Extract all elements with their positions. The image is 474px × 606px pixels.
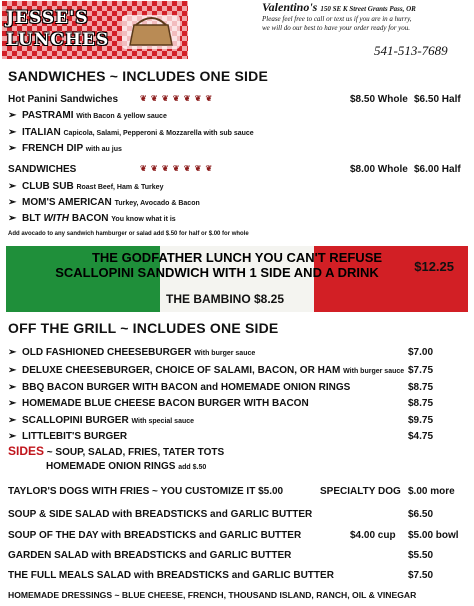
sides-extra: HOMEMADE ONION RINGS (46, 461, 176, 472)
sides-list: ~ SOUP, SALAD, FRIES, TATER TOTS (46, 447, 225, 458)
panini-label: Hot Panini Sandwiches (8, 94, 119, 105)
arrow-icon: ➢ (8, 127, 17, 138)
item-desc: With burger sauce (343, 368, 405, 375)
item-desc: With burger sauce (194, 350, 256, 357)
other-item (8, 486, 466, 497)
item-price: $5.50 (408, 550, 434, 561)
sides-label: SIDES (8, 444, 45, 458)
logo-text: JESSE'S LUNCHES (6, 8, 110, 50)
panini-whole-price: $8.50 Whole (350, 94, 408, 105)
restaurant-info (262, 0, 474, 58)
panini-half-price: $6.50 Half (414, 94, 461, 105)
item-mid: $4.00 cup (350, 530, 396, 541)
sandwiches-label: SANDWICHES (8, 164, 77, 175)
decor-icon: ❦ ❦ ❦ ❦ ❦ ❦ ❦ (140, 164, 214, 173)
item-price: $4.75 (408, 431, 434, 442)
arrow-icon: ➢ (8, 431, 17, 442)
sides-extra-note: add $.50 (178, 464, 207, 471)
phone-number: 541-513-7689 (374, 43, 448, 58)
item-price: $5.00 bowl (408, 530, 459, 541)
item-name: SOUP OF THE DAY with BREADSTICKS and GARLIC BUTTER (8, 530, 302, 541)
arrow-icon: ➢ (8, 415, 17, 426)
sides-extra-row (46, 461, 466, 472)
arrow-icon: ➢ (8, 213, 17, 224)
bambino-offer: THE BAMBINO $8.25 (166, 292, 285, 306)
avocado-note: Add avocado to any sandwich hamburger or salad add $.50 for half or $.00 for whole (8, 231, 249, 237)
item-name: HOMEMADE DRESSINGS ~ BLUE CHEESE, FRENCH, THOUSAND ISLAND, RANCH, OIL & VINEGAR (8, 590, 417, 600)
menu-item (8, 181, 466, 192)
item-price: $6.50 (408, 509, 434, 520)
special-banner (6, 246, 468, 312)
item-desc: With special sauce (131, 418, 195, 425)
item-price: $7.00 (408, 347, 434, 358)
other-item (8, 570, 466, 581)
item-price: $8.75 (408, 382, 434, 393)
item-price: $9.75 (408, 415, 434, 426)
banner-title: THE GODFATHER LUNCH YOU CAN'T REFUSE (91, 250, 383, 265)
item-desc: You know what it is (111, 216, 176, 223)
sandwiches-heading: SANDWICHES ~ INCLUDES ONE SIDE (8, 68, 268, 84)
item-name-italic: WITH (43, 213, 70, 224)
item-desc: with au jus (85, 146, 122, 153)
arrow-icon: ➢ (8, 197, 17, 208)
restaurant-address: 150 SE K Street Grants Pass, OR (320, 5, 416, 13)
item-name: SCALLOPINI BURGER (22, 415, 129, 426)
menu-item (8, 127, 466, 138)
panini-row (8, 94, 466, 105)
menu-item (8, 365, 466, 376)
item-name: ITALIAN (22, 127, 61, 138)
menu-item (8, 382, 466, 393)
item-name: OLD FASHIONED CHEESEBURGER (22, 347, 192, 358)
item-name: MOM'S AMERICAN (22, 197, 112, 208)
arrow-icon: ➢ (8, 143, 17, 154)
sandwiches-row (8, 164, 466, 175)
logo (2, 1, 188, 59)
restaurant-name: Valentino's (262, 0, 318, 14)
call-note-1: Please feel free to call or text us if you are in a hurry, (262, 15, 412, 23)
item-name: THE FULL MEALS SALAD with BREADSTICKS and GARLIC BUTTER (8, 570, 334, 581)
item-price: $8.75 (408, 398, 434, 409)
item-name: BBQ BACON BURGER WITH BACON and HOMEMADE ONION RINGS (22, 382, 351, 393)
menu-item (8, 431, 466, 442)
sandwich-whole-price: $8.00 Whole (350, 164, 408, 175)
item-name: HOMEMADE BLUE CHEESE BACON BURGER WITH BACON (22, 398, 309, 409)
menu-item (8, 143, 466, 154)
banner-subtitle: SCALLOPINI SANDWICH WITH 1 SIDE AND A DRINK (55, 265, 379, 280)
item-desc: Capicola, Salami, Pepperoni & Mozzarella with sub sauce (63, 130, 254, 137)
call-note-2: we will do our best to have your order ready for you. (262, 24, 411, 32)
menu-item (8, 213, 466, 224)
item-price: $7.75 (408, 365, 434, 376)
item-name: GARDEN SALAD with BREADSTICKS and GARLIC BUTTER (8, 550, 292, 561)
banner-price: $12.25 (414, 259, 454, 274)
item-name: LITTLEBIT'S BURGER (22, 431, 128, 442)
other-item (8, 590, 466, 600)
item-desc: Turkey, Avocado & Bacon (114, 200, 200, 207)
menu-item (8, 110, 466, 121)
sandwich-half-price: $6.00 Half (414, 164, 461, 175)
item-name: CLUB SUB (22, 181, 74, 192)
item-name-2: BACON (71, 213, 109, 224)
arrow-icon: ➢ (8, 181, 17, 192)
item-price: $7.50 (408, 570, 434, 581)
item-name: FRENCH DIP (22, 143, 83, 154)
other-item (8, 550, 466, 561)
item-desc: Roast Beef, Ham & Turkey (76, 184, 164, 191)
menu-item (8, 197, 466, 208)
other-item (8, 509, 466, 520)
item-name: DELUXE CHEESEBURGER, CHOICE OF SALAMI, BACON, OR HAM (22, 365, 341, 376)
item-name: BLT (22, 213, 41, 224)
item-desc: With Bacon & yellow sauce (76, 113, 167, 120)
item-price: $.00 more (408, 486, 455, 497)
item-mid: SPECIALTY DOG (320, 486, 401, 497)
grill-heading: OFF THE GRILL ~ INCLUDES ONE SIDE (8, 320, 279, 336)
arrow-icon: ➢ (8, 398, 17, 409)
menu-item (8, 398, 466, 409)
item-name: SOUP & SIDE SALAD with BREADSTICKS and GARLIC BUTTER (8, 509, 313, 520)
arrow-icon: ➢ (8, 382, 17, 393)
menu-item (8, 415, 466, 426)
arrow-icon: ➢ (8, 347, 17, 358)
arrow-icon: ➢ (8, 365, 17, 376)
other-item (8, 530, 466, 541)
decor-icon: ❦ ❦ ❦ ❦ ❦ ❦ ❦ (140, 94, 214, 103)
item-name: TAYLOR'S DOGS WITH FRIES ~ YOU CUSTOMIZE IT $5.00 (8, 486, 284, 497)
arrow-icon: ➢ (8, 110, 17, 121)
sides-block (8, 444, 224, 458)
menu-item (8, 347, 466, 358)
item-name: PASTRAMI (22, 110, 74, 121)
